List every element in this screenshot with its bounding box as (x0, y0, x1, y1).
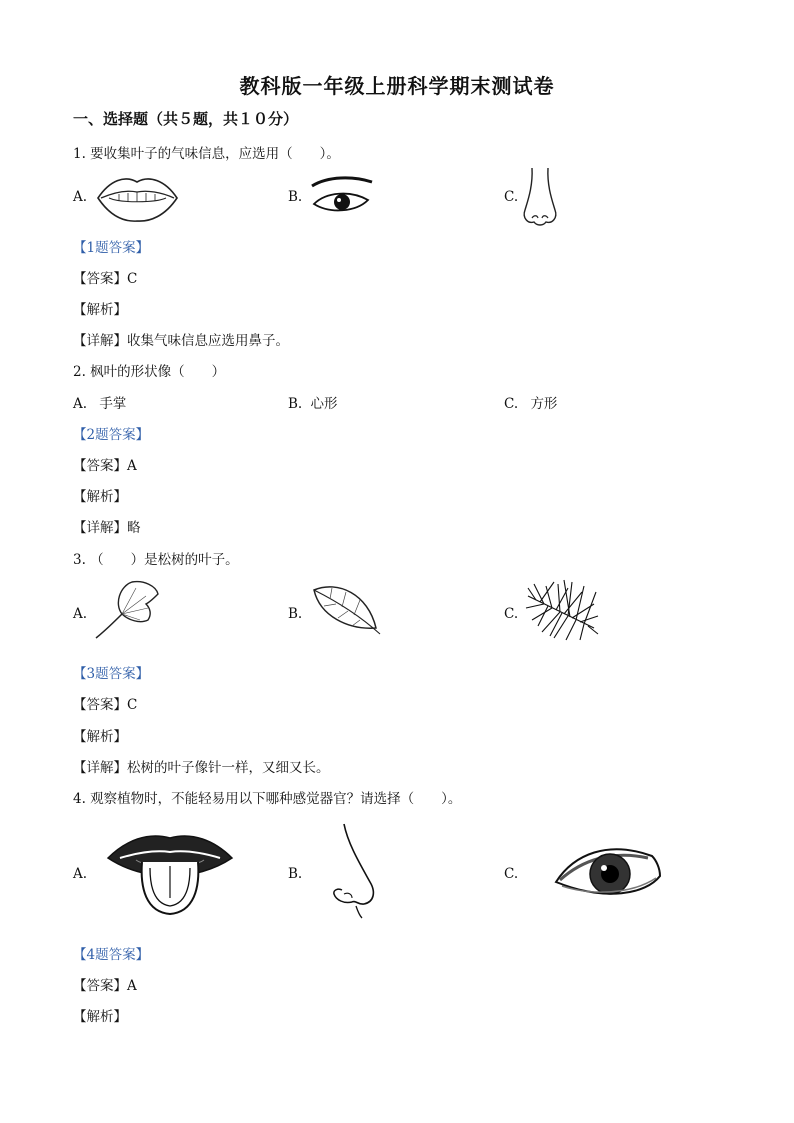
pine-needles-icon (524, 578, 600, 642)
question-4-stem: 4. 观察植物时，不能轻易用以下哪种感觉器官？请选择（ ）。 (73, 791, 462, 807)
question-4-option-a-label: A. (73, 866, 88, 882)
question-1-option-c-label: C. (504, 189, 519, 205)
nose-profile-icon (326, 820, 380, 920)
question-2-option-b-text: 心形 (310, 396, 338, 412)
oval-leaf-icon (308, 580, 384, 638)
question-3-analysis: 【解析】 (73, 729, 127, 745)
question-4-analysis: 【解析】 (73, 1009, 127, 1025)
question-2-option-c (504, 392, 557, 412)
question-1-answer: 【答案】C (73, 271, 138, 287)
question-1-stem: 1. 要收集叶子的气味信息，应选用（ ）。 (73, 146, 340, 162)
question-2-option-c-text: 方形 (530, 396, 558, 412)
question-3-option-a-label: A. (73, 606, 88, 622)
question-1-option-a-label: A. (73, 189, 88, 205)
question-3-detail: 【详解】松树的叶子像针一样，又细又长。 (73, 760, 330, 776)
mouth-icon (95, 172, 180, 224)
question-2-option-a-label: A. (73, 396, 88, 412)
question-2-analysis: 【解析】 (73, 489, 127, 505)
question-2-stem: 2. 枫叶的形状像（ ） (73, 364, 226, 380)
page-title: 教科版一年级上册科学期末测试卷 (239, 74, 555, 98)
question-4-answer-header: 【4题答案】 (73, 947, 150, 963)
question-2-option-a (73, 392, 126, 412)
question-4-option-b-label: B. (288, 866, 303, 882)
question-2-option-a-text: 手掌 (99, 396, 127, 412)
question-3-answer-header: 【3题答案】 (73, 666, 150, 682)
question-1-analysis: 【解析】 (73, 302, 127, 318)
question-1-answer-header: 【1题答案】 (73, 240, 150, 256)
question-4-answer: 【答案】A (73, 978, 137, 994)
eye-icon (308, 174, 374, 218)
question-4-option-c-label: C. (504, 866, 519, 882)
section-heading: 一、选择题（共５题，共１０分） (73, 110, 299, 128)
question-2-option-c-label: C. (504, 396, 519, 412)
nose-icon (520, 166, 560, 228)
tongue-mouth-icon (106, 828, 234, 918)
question-3-option-c-label: C. (504, 606, 519, 622)
question-3-answer: 【答案】C (73, 697, 138, 713)
question-3-option-b-label: B. (288, 606, 303, 622)
question-2-option-b-label: B. (288, 396, 303, 412)
question-1-detail: 【详解】收集气味信息应选用鼻子。 (73, 333, 289, 349)
eye-icon-large (552, 838, 664, 902)
question-2-answer: 【答案】A (73, 458, 137, 474)
question-2-answer-header: 【2题答案】 (73, 427, 150, 443)
ginkgo-leaf-icon (92, 578, 162, 642)
question-3-stem: 3. （ ）是松树的叶子。 (73, 552, 239, 568)
question-2-option-b (288, 392, 338, 412)
question-2-detail: 【详解】略 (73, 520, 141, 536)
question-1-option-b-label: B. (288, 189, 303, 205)
